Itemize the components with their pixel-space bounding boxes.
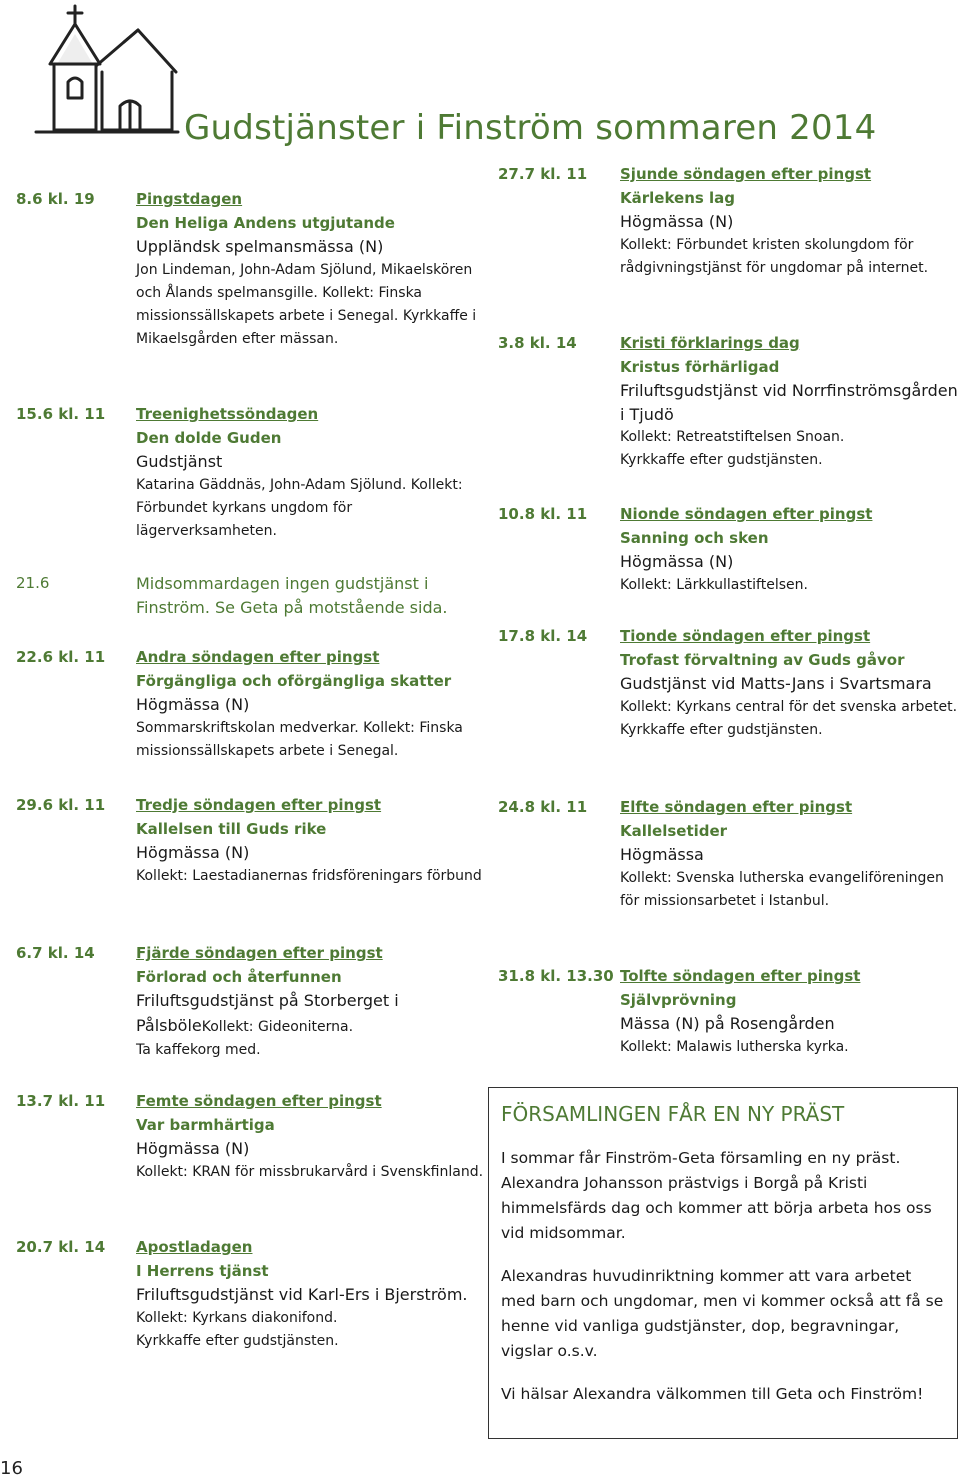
- sunday-theme: Den Heliga Andens utgjutande: [136, 213, 395, 232]
- sunday-theme: I Herrens tjänst: [136, 1261, 269, 1280]
- service-details: Kollekt: Svenska lutherska evangeliföreningen för missionsarbetet i Istanbul.: [620, 869, 944, 909]
- sunday-name: Nionde söndagen efter pingst: [620, 505, 873, 523]
- service-date: 10.8 kl. 11: [498, 505, 588, 523]
- service-entry: [498, 163, 958, 280]
- sunday-name: Tionde söndagen efter pingst: [620, 627, 871, 645]
- service-entry: [16, 1090, 486, 1184]
- service-type: Friluftsgudstjänst vid Norrfinströmsgården i Tjudö: [620, 381, 958, 424]
- service-type: Friluftsgudstjänst på Storberget i Pålsböle: [136, 991, 399, 1035]
- sunday-theme: Var barmhärtiga: [136, 1115, 275, 1134]
- page-number: 16: [0, 1458, 23, 1479]
- service-details: Kollekt: Förbundet kristen skolungdom för rådgivningstjänst för ungdomar på internet.: [620, 236, 929, 276]
- service-details-extra: Kyrkkaffe efter gudstjänsten.: [620, 721, 823, 738]
- sunday-name: Kristi förklarings dag: [620, 334, 800, 352]
- service-details-extra: Ta kaffekorg med.: [136, 1041, 261, 1058]
- service-entry: [498, 503, 958, 597]
- sunday-theme: Självprövning: [620, 990, 737, 1009]
- service-date: 17.8 kl. 14: [498, 627, 588, 645]
- service-entry: [498, 625, 958, 742]
- page-title: Gudstjänster i Finström sommaren 2014: [184, 108, 877, 148]
- announcement-paragraph: Alexandras huvudinriktning kommer att vara arbetet med barn och ungdomar, men vi kommer också att få se henne vid vanliga gudstjänster, dop, begravningar, vigslar o.s.v.: [501, 1267, 944, 1360]
- sunday-name: Fjärde söndagen efter pingst: [136, 944, 383, 962]
- sunday-theme: Kallelsen till Guds rike: [136, 819, 327, 838]
- sunday-name: Pingstdagen: [136, 190, 243, 208]
- service-details: Kollekt: Gideoniterna.: [201, 1018, 354, 1035]
- service-details: Sommarskriftskolan medverkar. Kollekt: Finska missionssällskapets arbete i Senegal.: [136, 719, 463, 759]
- service-entry: [16, 794, 486, 888]
- service-entry: [498, 965, 958, 1059]
- sunday-name: Elfte söndagen efter pingst: [620, 798, 853, 816]
- service-date: 6.7 kl. 14: [16, 944, 95, 962]
- new-priest-announcement-box: [488, 1087, 958, 1439]
- service-details: Jon Lindeman, John-Adam Sjölund, Mikaelskören och Ålands spelmansgille. Kollekt: Finska missionssällskapets arbete i Senegal. Kyrkkaffe i Mikaelsgården efter mässan.: [136, 261, 477, 347]
- service-date: 29.6 kl. 11: [16, 796, 106, 814]
- service-date: 20.7 kl. 14: [16, 1238, 106, 1256]
- service-entry: [16, 572, 486, 619]
- service-entry: [16, 1236, 486, 1353]
- service-details: Kollekt: Malawis lutherska kyrka.: [620, 1038, 849, 1055]
- sunday-name: Treenighetssöndagen: [136, 405, 319, 423]
- sunday-theme: Den dolde Guden: [136, 428, 282, 447]
- service-entry: [16, 646, 486, 763]
- service-details: Kollekt: Kyrkans diakonifond.: [136, 1309, 338, 1326]
- service-type: Högmässa (N): [620, 212, 734, 231]
- sunday-theme: Trofast förvaltning av Guds gåvor: [620, 650, 905, 669]
- service-date: 8.6 kl. 19: [16, 190, 95, 208]
- sunday-name: Sjunde söndagen efter pingst: [620, 165, 872, 183]
- service-entry: [16, 188, 486, 351]
- announcement-paragraph: I sommar får Finström-Geta församling en ny präst. Alexandra Johansson prästvigs i Borgå på Kristi himmelsfärds dag och kommer att börja arbeta hos oss vid midsommar.: [501, 1149, 932, 1242]
- service-entry: [16, 942, 486, 1062]
- service-date: 21.6: [16, 574, 50, 592]
- sunday-theme: Kärlekens lag: [620, 188, 736, 207]
- sunday-theme: Förgängliga och oförgängliga skatter: [136, 671, 452, 690]
- service-entry: [498, 332, 958, 472]
- service-type: Friluftsgudstjänst vid Karl-Ers i Bjerström.: [136, 1285, 468, 1304]
- service-details: Kollekt: KRAN för missbrukarvård i Svenskfinland.: [136, 1163, 484, 1180]
- sunday-name: Andra söndagen efter pingst: [136, 648, 380, 666]
- service-note: Midsommardagen ingen gudstjänst i Finström. Se Geta på motstående sida.: [136, 574, 448, 617]
- service-type: Högmässa: [620, 845, 704, 864]
- service-type: Gudstjänst: [136, 452, 223, 471]
- service-type: Uppländsk spelmansmässa (N): [136, 237, 384, 256]
- service-type: Gudstjänst vid Matts-Jans i Svartsmara: [620, 674, 932, 693]
- sunday-theme: Förlorad och återfunnen: [136, 967, 342, 986]
- service-details: Kollekt: Lärkkullastiftelsen.: [620, 576, 808, 593]
- service-date: 22.6 kl. 11: [16, 648, 106, 666]
- service-type: Högmässa (N): [136, 695, 250, 714]
- service-date: 13.7 kl. 11: [16, 1092, 106, 1110]
- service-details-extra: Kyrkkaffe efter gudstjänsten.: [620, 452, 823, 468]
- announcement-heading: FÖRSAMLINGEN FÅR EN NY PRÄST: [501, 1102, 845, 1126]
- service-details: Katarina Gäddnäs, John-Adam Sjölund. Kollekt: Förbundet kyrkans ungdom för lägerverksamheten.: [136, 476, 463, 539]
- service-type: Högmässa (N): [620, 552, 734, 571]
- service-details: Kollekt: Retreatstiftelsen Snoan.: [620, 429, 845, 445]
- service-details-extra: Kyrkkaffe efter gudstjänsten.: [136, 1332, 339, 1349]
- service-type: Mässa (N) på Rosengården: [620, 1014, 835, 1033]
- sunday-theme: Kallelsetider: [620, 821, 728, 840]
- service-details: Kollekt: Kyrkans central för det svenska arbetet.: [620, 698, 958, 715]
- sunday-theme: Sanning och sken: [620, 528, 769, 547]
- announcement-paragraph: Vi hälsar Alexandra välkommen till Geta och Finström!: [501, 1385, 924, 1403]
- sunday-theme: Kristus förhärligad: [620, 357, 780, 376]
- church-logo-icon: [20, 2, 180, 140]
- service-date: 27.7 kl. 11: [498, 165, 588, 183]
- service-type: Högmässa (N): [136, 1139, 250, 1158]
- service-details: Kollekt: Laestadianernas fridsföreningars förbund: [136, 867, 482, 884]
- service-date: 24.8 kl. 11: [498, 798, 588, 816]
- sunday-name: Tolfte söndagen efter pingst: [620, 967, 861, 985]
- sunday-name: Apostladagen: [136, 1238, 253, 1256]
- service-entry: [16, 403, 486, 543]
- service-date: 3.8 kl. 14: [498, 334, 577, 352]
- service-type: Högmässa (N): [136, 843, 250, 862]
- service-entry: [498, 796, 958, 913]
- service-date: 31.8 kl. 13.30: [498, 967, 614, 985]
- sunday-name: Tredje söndagen efter pingst: [136, 796, 382, 814]
- service-date: 15.6 kl. 11: [16, 405, 106, 423]
- sunday-name: Femte söndagen efter pingst: [136, 1092, 382, 1110]
